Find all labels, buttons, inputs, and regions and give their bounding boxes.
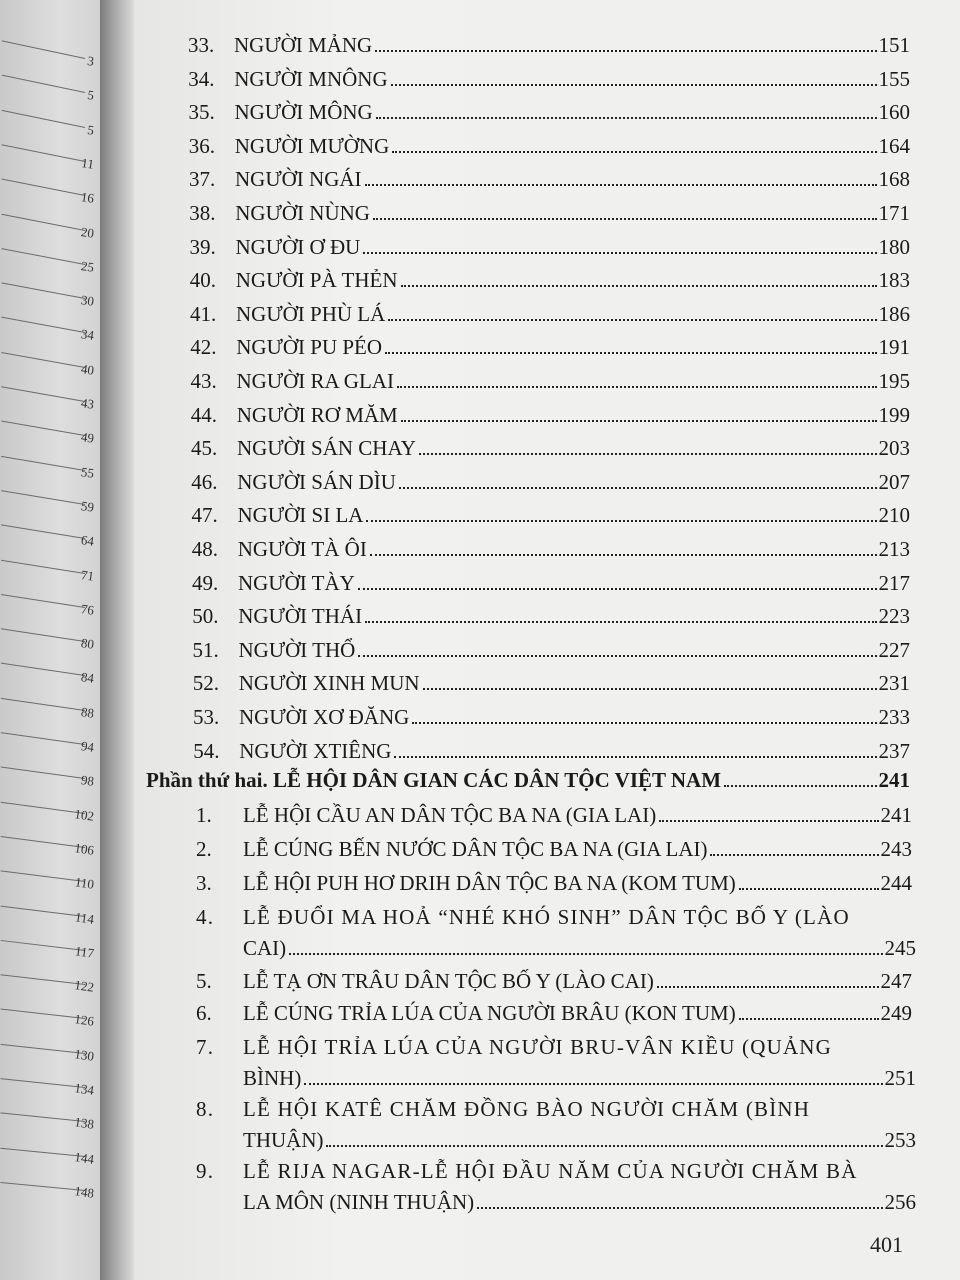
facing-page-number: 16 [80,189,95,206]
facing-page-number: 76 [80,600,95,618]
entry-title: NGƯỜI MNÔNG [234,66,388,91]
facing-page [0,0,100,1280]
entry-number: 53. [193,705,220,729]
dot-leader [358,655,876,657]
dot-leader [365,621,876,623]
dot-leader [724,785,876,787]
toc-entry [193,736,910,766]
entry-page: 217 [878,570,910,595]
entry-title: NGƯỜI THÁI [238,604,363,629]
toc-entry [243,933,916,963]
section-page: 241 [878,768,910,792]
dot-leader [304,1083,882,1085]
entry-title: NGƯỜI TÀ ÔI [237,537,367,561]
entry-number: 37. [189,167,216,192]
facing-page-number: 5 [86,121,95,138]
entry-number: 43. [190,369,217,393]
toc-entry [193,702,910,732]
entry-title: NGƯỜI TÀY [238,570,355,595]
facing-page-number: 102 [73,805,95,824]
book-gutter [100,0,134,1280]
dot-leader [363,252,876,254]
entry-number: 46. [191,469,218,494]
facing-page-number: 114 [74,908,95,927]
entry-title: NGƯỜI NÙNG [235,201,370,225]
entry-number: 6. [196,1001,212,1025]
entry-number: 42. [190,335,217,360]
facing-page-number: 126 [73,1011,95,1030]
page-number: 401 [870,1232,903,1257]
entry-title: LA MÔN (NINH THUẬN) [243,1190,475,1214]
entry-number: 9. [196,1159,215,1183]
toc-entry [193,668,910,698]
entry-page: 233 [878,705,910,729]
entry-page: 244 [880,871,912,895]
toc-entry [193,635,911,665]
dot-leader [326,1145,882,1147]
entry-title: NGƯỜI SÁN CHAY [237,436,416,461]
entry-title: NGƯỜI MÔNG [234,100,373,125]
entry-title: LỄ HỘI PUH HƠ DRIH DÂN TỘC BA NA (KOM TUM) [243,871,736,895]
toc-entry [189,164,910,194]
entry-page: 247 [880,969,912,993]
entry-number: 50. [192,604,219,629]
entry-page: 256 [884,1190,916,1214]
entry-page: 199 [878,402,910,427]
entry-number: 5. [196,969,212,993]
facing-page-number: 40 [80,360,95,378]
entry-number: 54. [193,738,220,763]
entry-title: NGƯỜI PU PÉO [236,335,383,360]
facing-page-number: 71 [80,566,95,584]
toc-entry [189,131,910,161]
entry-title: NGƯỜI MƯỜNG [234,133,390,158]
toc-entry [190,332,910,362]
entry-number: 4. [196,905,215,929]
facing-page-number: 134 [73,1080,95,1098]
facing-page-number: 122 [73,977,95,995]
entry-number: 49. [192,570,219,595]
facing-page-number: 11 [80,155,95,172]
facing-page-number: 30 [80,292,95,309]
toc-entry [196,998,912,1028]
facing-page-number: 130 [73,1045,95,1064]
facing-page-number: 106 [73,840,95,858]
entry-title: NGƯỜI RƠ MĂM [236,402,398,427]
dot-leader [394,756,876,758]
entry-title: NGƯỜI Ơ ĐU [235,234,361,259]
entry-page: 164 [878,133,910,158]
entry-title-line1: LỄ HỘI TRỈA LÚA CỦA NGƯỜI BRU-VÂN KIỀU (QUẢNG [243,1035,833,1059]
entry-number: 36. [188,133,215,158]
toc-entry [192,601,910,631]
entry-page: 237 [878,738,910,763]
entry-page: 210 [878,503,910,528]
entry-page: 160 [878,100,910,125]
facing-page-number: 43 [80,395,95,412]
facing-page-number: 3 [86,52,95,69]
toc-entry [191,366,911,396]
facing-page-number: 59 [80,497,95,515]
entry-number: 3. [196,871,212,895]
entry-number: 47. [191,503,218,528]
entry-title: NGƯỜI RA GLAI [236,369,394,393]
dot-leader [399,487,877,489]
entry-page: 213 [878,537,910,561]
entry-page: 207 [878,469,910,494]
dot-leader [373,218,877,220]
entry-number: 7. [196,1035,215,1059]
toc-entry [243,1187,916,1217]
toc-entry [189,198,910,228]
entry-number: 48. [191,537,218,561]
toc-entry [191,433,910,463]
facing-page-number: 117 [74,943,95,961]
dot-leader [370,554,877,556]
dot-leader [375,50,876,52]
entry-page: 195 [878,369,910,393]
entry-page: 227 [878,637,910,662]
dot-leader [412,722,876,724]
entry-title: LỄ HỘI CẦU AN DÂN TỘC BA NA (GIA LAI) [243,803,657,827]
toc-entry [188,64,910,94]
dot-leader [366,520,876,522]
dot-leader [392,151,876,153]
toc-entry [192,534,910,564]
entry-page: 245 [884,936,916,960]
facing-page-number: 49 [80,429,95,447]
toc-entry [192,500,911,530]
dot-leader [358,588,877,590]
entry-title: BÌNH) [243,1066,302,1090]
entry-title: NGƯỜI XƠ ĐĂNG [239,705,410,729]
dot-leader [397,386,877,388]
dot-leader [289,953,882,955]
entry-number: 33. [188,33,215,57]
entry-page: 183 [878,268,910,293]
entry-number: 45. [191,436,218,461]
facing-page-number: 94 [80,738,95,755]
entry-title: NGƯỜI SI LA [237,503,364,528]
entry-title: NGƯỜI PÀ THẺN [235,268,398,293]
facing-page-number: 144 [73,1148,95,1167]
dot-leader [376,117,877,119]
dot-leader [710,854,878,856]
toc-entry [188,30,910,60]
entry-title: NGƯỜI PHÙ LÁ [236,301,386,326]
entry-title: LỄ CÚNG BẾN NƯỚC DÂN TỘC BA NA (GIA LAI) [243,837,708,861]
entry-title: LỄ TẠ ƠN TRÂU DÂN TỘC BỐ Y (LÀO CAI) [243,969,654,993]
entry-number: 40. [189,268,216,293]
dot-leader [477,1207,882,1209]
facing-page-number: 25 [80,257,95,275]
dot-leader [419,453,877,455]
entry-title: NGƯỜI MẢNG [234,33,373,57]
entry-number: 38. [189,201,216,225]
dot-leader [365,184,877,186]
toc-entry [243,1125,916,1155]
toc-entry [190,299,910,329]
entry-title: LỄ CÚNG TRỈA LÚA CỦA NGƯỜI BRÂU (KON TUM) [243,1001,736,1025]
entry-page: 186 [878,301,910,326]
dot-leader [401,285,877,287]
dot-leader [423,688,877,690]
dot-leader [739,1018,879,1020]
entry-page: 203 [878,436,910,461]
facing-page-number: 84 [80,669,95,687]
entry-number: 51. [192,637,219,662]
entry-title-line1: LỄ ĐUỔI MA HOẢ “NHÉ KHÓ SINH” DÂN TỘC BỐ Y (LÀO [243,905,850,929]
entry-page: 251 [884,1066,916,1090]
toc-entry [243,1063,916,1093]
entry-page: 155 [878,66,910,91]
entry-title-line1: LỄ RIJA NAGAR-LỄ HỘI ĐẦU NĂM CỦA NGƯỜI CHĂM BÀ [243,1159,858,1183]
entry-number: 39. [189,234,216,259]
entry-page: 253 [884,1128,916,1152]
facing-page-number: 88 [80,703,95,721]
entry-page: 249 [880,1001,912,1025]
entry-title: THUẬN) [243,1128,324,1152]
toc-entry [191,467,910,497]
toc-entry [196,800,912,830]
entry-number: 1. [196,803,212,827]
toc-entry [191,400,910,430]
dot-leader [385,352,876,354]
entry-number: 8. [196,1097,215,1121]
section-heading [146,765,910,795]
toc-entry [192,568,910,598]
toc-entry [190,232,911,262]
facing-page-number: 80 [80,635,95,652]
facing-page-number: 5 [86,87,95,104]
dot-leader [659,820,878,822]
dot-leader [391,84,877,86]
entry-title: NGƯỜI NGÁI [235,167,362,192]
entry-page: 191 [878,335,910,360]
entry-title-line1: LỄ HỘI KATÊ CHĂM ĐỒNG BÀO NGƯỜI CHĂM (BÌNH [243,1097,811,1121]
toc-entry [189,97,911,127]
entry-page: 243 [880,837,912,861]
dot-leader [388,319,876,321]
entry-number: 2. [196,837,212,861]
entry-title: NGƯỜI SÁN DÌU [237,469,396,494]
entry-page: 241 [880,803,912,827]
entry-title: NGƯỜI XTIÊNG [239,738,392,763]
toc-entry [190,265,910,295]
facing-page-number: 110 [74,874,95,892]
dot-leader [739,888,879,890]
entry-page: 168 [878,167,910,192]
facing-page-number: 34 [80,326,95,344]
facing-page-number: 148 [73,1183,95,1201]
entry-number: 41. [190,301,217,326]
toc-entry [196,868,912,898]
toc-entry [196,834,912,864]
section-title: Phần thứ hai. LỄ HỘI DÂN GIAN CÁC DÂN TỘC VIỆT NAM [146,768,722,792]
dot-leader [657,986,879,988]
entry-page: 171 [878,201,910,225]
entry-title: NGƯỜI XINH MUN [238,671,420,696]
entry-page: 180 [878,234,910,259]
entry-page: 151 [878,33,910,57]
toc-entry [196,966,912,996]
entry-number: 35. [188,100,215,125]
facing-page-number: 138 [73,1114,95,1133]
facing-page-number: 64 [80,532,95,549]
facing-page-number: 20 [80,223,95,241]
facing-page-number: 55 [80,463,95,481]
facing-page-number: 98 [80,772,95,790]
entry-title: CAI) [243,936,287,960]
entry-number: 44. [190,402,217,427]
dot-leader [401,420,877,422]
entry-title: NGƯỜI THỔ [238,637,356,662]
entry-page: 231 [878,671,910,696]
entry-number: 52. [192,671,219,696]
entry-page: 223 [878,604,910,629]
entry-number: 34. [188,66,215,91]
